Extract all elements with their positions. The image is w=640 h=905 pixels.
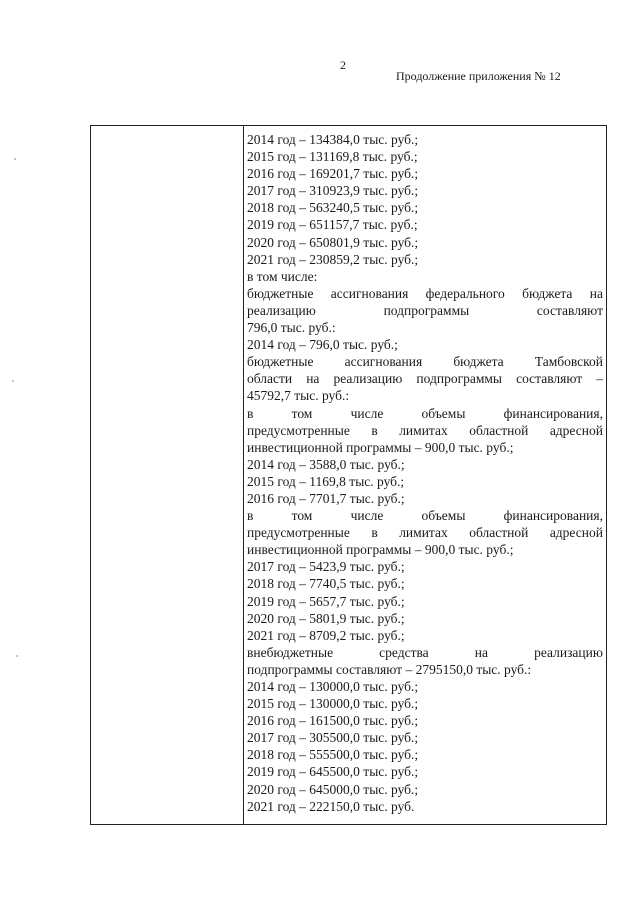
text-line: инвестиционной программы – 900,0 тыс. руб.; — [247, 439, 514, 455]
text-line: подпрограммы составляют – 2795150,0 тыс. руб.: — [247, 661, 532, 677]
text-line: 2019 год – 645500,0 тыс. руб.; — [247, 764, 419, 780]
text-line: 2014 год – 796,0 тыс. руб.; — [247, 337, 398, 353]
column-divider — [243, 126, 244, 824]
funding-table — [90, 125, 607, 825]
text-line: 796,0 тыс. руб.: — [247, 320, 336, 336]
text-line: 2015 год – 1169,8 тыс. руб.; — [247, 473, 405, 489]
text-line: 2020 год – 645000,0 тыс. руб.; — [247, 781, 419, 797]
text-line: 2016 год – 161500,0 тыс. руб.; — [247, 713, 419, 729]
funding-text-column — [247, 131, 603, 815]
text-line: 2016 год – 169201,7 тыс. руб.; — [247, 166, 419, 182]
text-line: 2020 год – 5801,9 тыс. руб.; — [247, 610, 405, 626]
text-line: 2017 год – 5423,9 тыс. руб.; — [247, 559, 405, 575]
text-line: 2015 год – 131169,8 тыс. руб.; — [247, 149, 418, 165]
scan-speck — [14, 158, 16, 160]
text-line: реализацию подпрограммы составляют — [247, 302, 603, 318]
text-line: внебюджетные средства на реализацию — [247, 644, 603, 660]
text-line: 2019 год – 651157,7 тыс. руб.; — [247, 217, 418, 233]
text-line: 2018 год – 555500,0 тыс. руб.; — [247, 747, 419, 763]
appendix-note: Продолжение приложения № 12 — [396, 69, 561, 83]
text-line: 2014 год – 134384,0 тыс. руб.; — [247, 132, 419, 147]
scan-speck — [12, 380, 14, 382]
text-line: 2018 год – 563240,5 тыс. руб.; — [247, 200, 419, 216]
text-line: в том числе: — [247, 268, 318, 284]
text-line: 2018 год – 7740,5 тыс. руб.; — [247, 576, 405, 592]
scan-speck — [16, 655, 18, 657]
text-line: 2021 год – 8709,2 тыс. руб.; — [247, 627, 405, 643]
page-number: 2 — [340, 58, 346, 72]
text-line: 2014 год – 130000,0 тыс. руб.; — [247, 679, 419, 694]
text-line: бюджетные ассигнования бюджета Тамбовской — [247, 354, 603, 370]
text-line: бюджетные ассигнования федерального бюджета на — [247, 285, 603, 301]
text-line: в том числе объемы финансирования, — [247, 405, 603, 421]
text-line: в том числе объемы финансирования, — [247, 508, 603, 524]
text-line: 2019 год – 5657,7 тыс. руб.; — [247, 593, 405, 609]
text-line: 2014 год – 3588,0 тыс. руб.; — [247, 456, 405, 472]
text-line: 2021 год – 230859,2 тыс. руб.; — [247, 251, 419, 267]
text-line: 2017 год – 310923,9 тыс. руб.; — [247, 183, 419, 199]
text-line: 2021 год – 222150,0 тыс. руб. — [247, 798, 415, 814]
text-line: 2015 год – 130000,0 тыс. руб.; — [247, 696, 419, 712]
text-line: 2017 год – 305500,0 тыс. руб.; — [247, 730, 419, 746]
text-line: предусмотренные в лимитах областной адресной — [247, 422, 603, 438]
text-line: 2016 год – 7701,7 тыс. руб.; — [247, 490, 405, 506]
text-line: 2020 год – 650801,9 тыс. руб.; — [247, 234, 419, 250]
text-line: инвестиционной программы – 900,0 тыс. руб.; — [247, 542, 514, 558]
text-line: предусмотренные в лимитах областной адресной — [247, 525, 603, 541]
text-line: области на реализацию подпрограммы составляют – — [247, 371, 603, 387]
text-line: 45792,7 тыс. руб.: — [247, 388, 350, 404]
